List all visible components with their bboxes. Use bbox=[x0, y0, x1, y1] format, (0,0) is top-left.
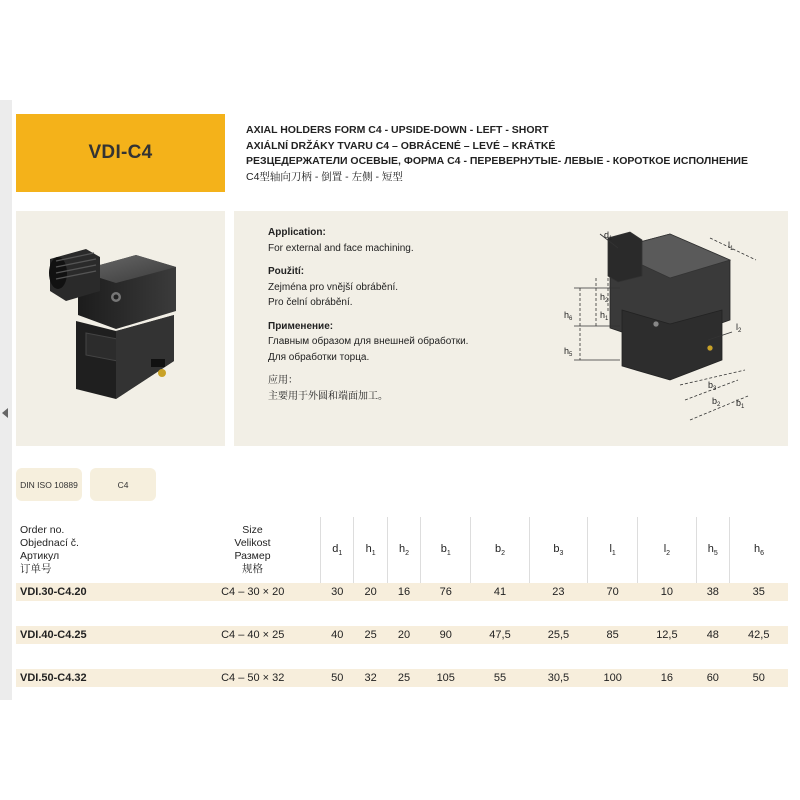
cell-b1: 76 bbox=[421, 583, 471, 601]
cell-b1: 90 bbox=[421, 626, 471, 644]
cell-d1: 50 bbox=[321, 669, 354, 687]
cell-h1: 20 bbox=[354, 583, 387, 601]
product-code-banner bbox=[16, 114, 225, 192]
cell-h2: 16 bbox=[387, 583, 420, 601]
cell-d1: 30 bbox=[321, 583, 354, 601]
title-ru: РЕЗЦЕДЕРЖАТЕЛИ ОСЕВЫЕ, ФОРМА С4 - ПЕРЕВЕРНУТЫЕ- ЛЕВЫЕ - КОРОТКОЕ ИСПОЛНЕНИЕ bbox=[246, 155, 748, 167]
cell-h6: 42,5 bbox=[730, 626, 788, 644]
product-titles bbox=[246, 123, 748, 185]
cell-d1: 40 bbox=[321, 626, 354, 644]
cell-b1: 105 bbox=[421, 669, 471, 687]
cell-h5: 38 bbox=[696, 583, 729, 601]
specification-table bbox=[16, 517, 788, 687]
application-text-cz-1: Zejména pro vnější obrábění. bbox=[268, 281, 399, 293]
svg-text:h5: $h_5$ bbox=[564, 346, 573, 358]
title-cz: AXIÁLNÍ DRŽÁKY TVARU C4 – OBRÁCENÉ – LEVÉ – KRÁTKÉ bbox=[246, 139, 556, 152]
svg-text:b3: $b_3$ bbox=[708, 380, 717, 392]
table-row bbox=[16, 626, 788, 644]
table-header-row bbox=[16, 517, 788, 583]
cell-h2: 20 bbox=[387, 626, 420, 644]
size-cell: C4 – 50 × 32 bbox=[185, 669, 321, 687]
cell-h6: 50 bbox=[730, 669, 788, 687]
svg-text:l1: $l_1$ bbox=[728, 240, 734, 252]
table-row bbox=[16, 669, 788, 687]
cell-l1: 70 bbox=[588, 583, 638, 601]
application-text-en: For external and face machining. bbox=[268, 242, 414, 254]
svg-text:h1: $h_1$ bbox=[600, 310, 609, 322]
cell-h1: 25 bbox=[354, 626, 387, 644]
application-text-cz-2: Pro čelní obrábění. bbox=[268, 297, 353, 308]
col-header-l1: $l_1$ bbox=[588, 517, 638, 583]
col-header-b3: $b_3$ bbox=[529, 517, 587, 583]
order-number: VDI.30-C4.20 bbox=[16, 583, 185, 601]
application-heading-en: Application: bbox=[268, 227, 326, 238]
cell-l1: 85 bbox=[588, 626, 638, 644]
application-text bbox=[268, 225, 468, 404]
product-code: VDI-C4 bbox=[88, 142, 153, 163]
product-photo-panel bbox=[16, 211, 225, 446]
application-heading-zh: 应用： bbox=[268, 375, 298, 386]
dimension-drawing bbox=[560, 220, 785, 445]
application-text-ru-2: Для обработки торца. bbox=[268, 351, 370, 363]
svg-text:h2: $h_2$ bbox=[600, 292, 609, 304]
col-header-h1: $h_1$ bbox=[354, 517, 387, 583]
svg-text:d1: $d_1$ bbox=[604, 230, 613, 242]
cell-b3: 30,5 bbox=[529, 669, 587, 687]
col-header-b1: $b_1$ bbox=[421, 517, 471, 583]
svg-text:l2: $l_2$ bbox=[736, 322, 742, 334]
order-number: VDI.50-C4.32 bbox=[16, 669, 185, 687]
cell-b3: 23 bbox=[529, 583, 587, 601]
col-header-h5: $h_5$ bbox=[696, 517, 729, 583]
col-header-d1: $d_1$ bbox=[321, 517, 354, 583]
col-header-h6: $h_6$ bbox=[730, 517, 788, 583]
standard-tag: DIN ISO 10889 bbox=[16, 468, 82, 501]
size-header: Size Velikost Размер 规格 bbox=[234, 524, 271, 575]
cell-h5: 60 bbox=[696, 669, 729, 687]
application-text-zh: 主要用于外圆和端面加工。 bbox=[268, 390, 388, 402]
col-header-b2: $b_2$ bbox=[471, 517, 529, 583]
application-heading-cz: Použití: bbox=[268, 266, 305, 277]
order-number: VDI.40-C4.25 bbox=[16, 626, 185, 644]
application-heading-ru: Применение: bbox=[268, 320, 334, 332]
left-scroll-strip bbox=[0, 100, 12, 700]
size-cell: C4 – 40 × 25 bbox=[185, 626, 321, 644]
cell-b3: 25,5 bbox=[529, 626, 587, 644]
table-row bbox=[16, 583, 788, 601]
svg-text:h6: $h_6$ bbox=[564, 310, 573, 322]
cell-l2: 12,5 bbox=[638, 626, 696, 644]
size-cell: C4 – 30 × 20 bbox=[185, 583, 321, 601]
form-tag: C4 bbox=[90, 468, 156, 501]
order-header: Order no. Objednací č. Артикул 订单号 bbox=[20, 524, 79, 575]
svg-text:b1: $b_1$ bbox=[736, 398, 745, 410]
col-header-l2: $l_2$ bbox=[638, 517, 696, 583]
scroll-left-arrow-icon[interactable] bbox=[2, 408, 8, 418]
tool-holder-photo bbox=[16, 211, 225, 446]
cell-h1: 32 bbox=[354, 669, 387, 687]
svg-text:b2: $b_2$ bbox=[712, 396, 721, 408]
cell-h2: 25 bbox=[387, 669, 420, 687]
cell-b2: 47,5 bbox=[471, 626, 529, 644]
cell-l2: 10 bbox=[638, 583, 696, 601]
cell-h5: 48 bbox=[696, 626, 729, 644]
application-text-ru-1: Главным образом для внешней обработки. bbox=[268, 336, 469, 347]
cell-b2: 55 bbox=[471, 669, 529, 687]
col-header-h2: $h_2$ bbox=[387, 517, 420, 583]
cell-h6: 35 bbox=[730, 583, 788, 601]
cell-l1: 100 bbox=[588, 669, 638, 687]
title-en: AXIAL HOLDERS FORM C4 - UPSIDE-DOWN - LEFT - SHORT bbox=[246, 124, 549, 136]
cell-l2: 16 bbox=[638, 669, 696, 687]
title-zh: C4型轴向刀柄 - 倒置 - 左侧 - 短型 bbox=[246, 170, 403, 183]
cell-b2: 41 bbox=[471, 583, 529, 601]
